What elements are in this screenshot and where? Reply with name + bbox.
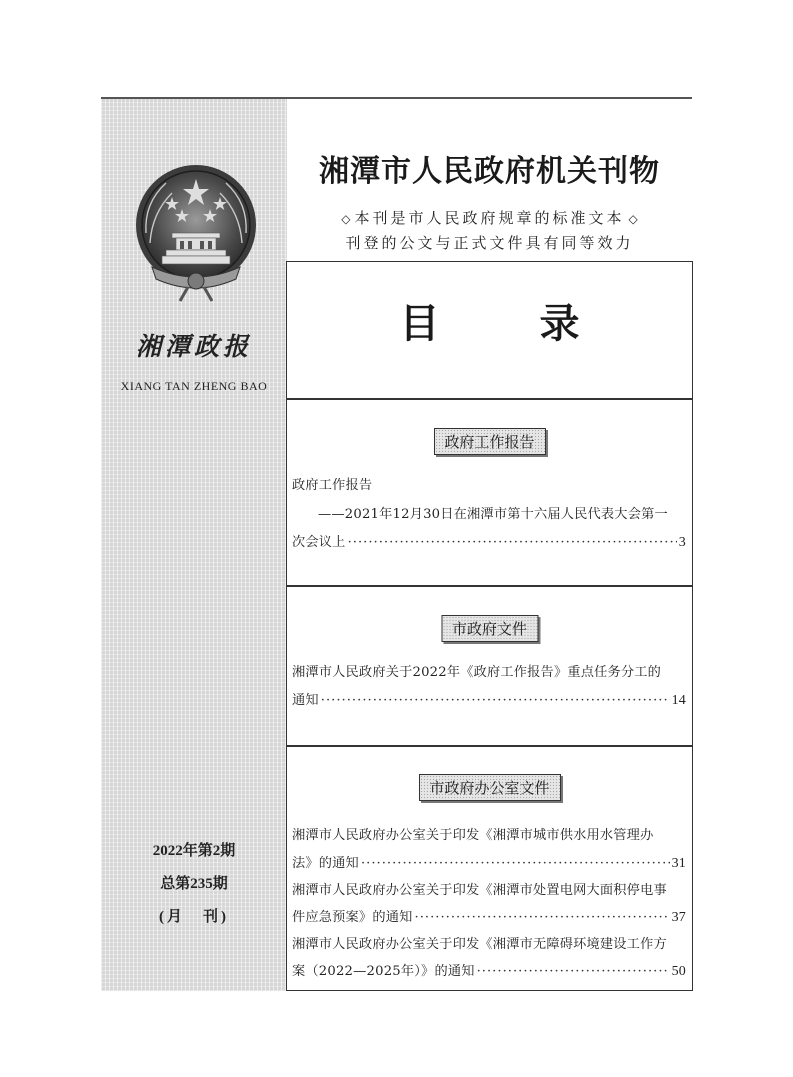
- toc-entry-line[interactable]: 通知 ····· 14: [292, 689, 686, 709]
- leader-dots: [361, 856, 670, 871]
- page-number: 50: [671, 964, 686, 979]
- diamond-icon: ◇: [628, 212, 638, 226]
- masthead-title: 湘潭市人民政府机关刊物: [319, 154, 660, 189]
- national-emblem-icon: [132, 163, 260, 303]
- total-issue-number: 总第235期: [160, 876, 228, 892]
- leader-dots: [348, 535, 677, 550]
- issue-number: 2022年第2期: [152, 843, 236, 859]
- section-divider: [287, 585, 692, 587]
- sidebar: [101, 99, 287, 991]
- toc-entry-line[interactable]: ——2021年12月30日在湘潭市第十六届人民代表大会第一: [318, 507, 668, 522]
- section-divider: [287, 745, 692, 747]
- toc-entry-line[interactable]: 湘潭市人民政府办公室关于印发《湘潭市处置电网大面积停电事: [292, 883, 667, 898]
- toc-entry-line[interactable]: 湘潭市人民政府办公室关于印发《湘潭市无障碍环境建设工作方: [292, 937, 667, 952]
- toc-entry-line[interactable]: 次会议上 ····· 3: [292, 531, 686, 551]
- toc-heading: 目 录: [399, 300, 610, 347]
- motto-line-1: ◇ 本刊是市人民政府规章的标准文本 ◇: [341, 209, 638, 227]
- page-number: 37: [671, 910, 686, 925]
- publication-frequency: (月 刊): [159, 909, 229, 925]
- toc-entry-line[interactable]: 案（2022—2025年）》的通知 ····· 50: [292, 960, 686, 980]
- toc-entry-line[interactable]: 湘潭市人民政府办公室关于印发《湘潭市城市供水用水管理办: [292, 828, 654, 843]
- toc-entry-line[interactable]: 法》的通知 ····· 31: [292, 852, 686, 872]
- leader-dots: [477, 964, 670, 979]
- table-of-contents: [286, 261, 693, 991]
- motto-line-2: 刊登的公文与正式文件具有同等效力: [345, 234, 634, 252]
- page-number: 31: [671, 856, 686, 871]
- section-label-municipal-documents: 市政府文件: [441, 615, 538, 642]
- leader-dots: [321, 693, 670, 708]
- page-number: 14: [671, 693, 686, 708]
- diamond-icon: ◇: [341, 212, 351, 226]
- leader-dots: [415, 910, 670, 925]
- section-divider: [287, 398, 692, 400]
- section-label-office-documents: 市政府办公室文件: [418, 774, 560, 801]
- toc-entry-line[interactable]: 政府工作报告: [292, 478, 373, 493]
- journal-name: 湘潭政报: [135, 332, 252, 361]
- toc-entry-line[interactable]: 件应急预案》的通知 ····· 37: [292, 906, 686, 926]
- journal-pinyin: XIANG TAN ZHENG BAO: [120, 379, 268, 393]
- section-label-government-report: 政府工作报告: [433, 428, 545, 455]
- page-number: 3: [678, 535, 686, 550]
- toc-entry-line[interactable]: 湘潭市人民政府关于2022年《政府工作报告》重点任务分工的: [292, 665, 662, 680]
